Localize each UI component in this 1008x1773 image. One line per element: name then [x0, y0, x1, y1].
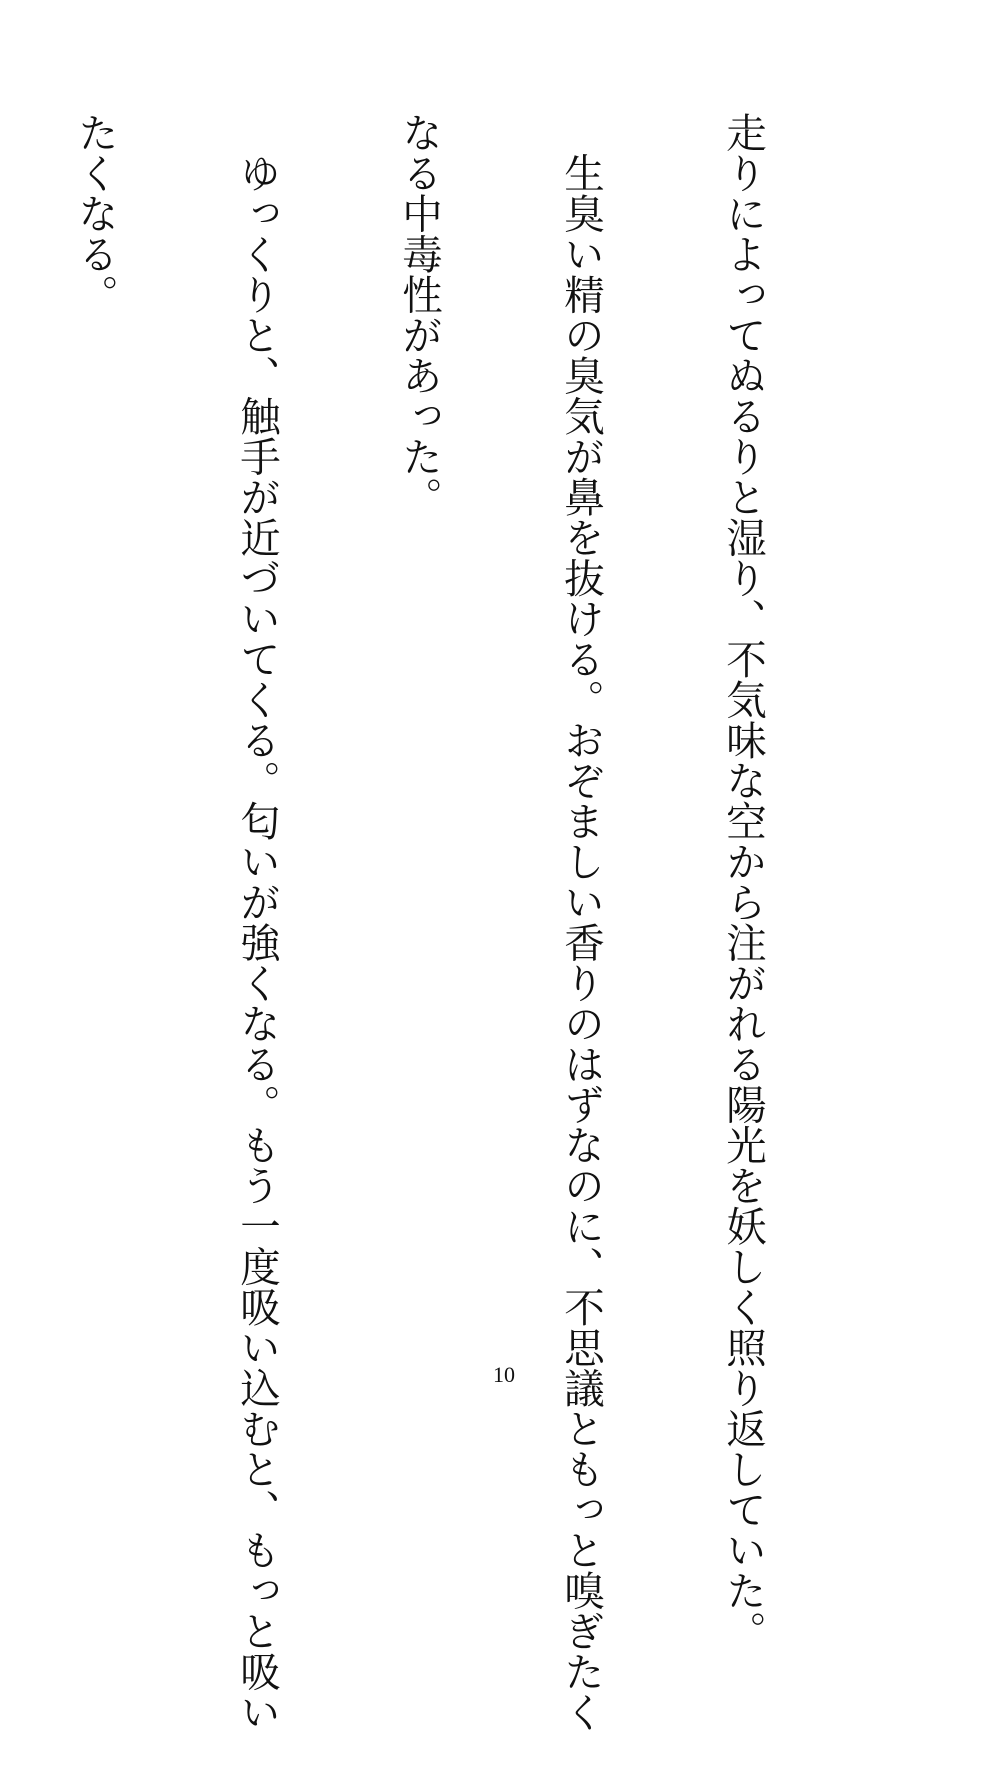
text-line: たくなる。 [71, 112, 119, 315]
text-line: ゆっくりと、触手が近づいてくる。匂いが強くなる。もう一度吸い込むと、もっと吸い [233, 112, 281, 1732]
page-number: 10 [493, 1362, 515, 1387]
text-line: なる中毒性があった。 [395, 112, 443, 517]
text-line: 走りによってぬるりと湿り、不気味な空から注がれる陽光を妖しく照り返していた。 [719, 112, 767, 1651]
text-line: 生臭い精の臭気が鼻を抜ける。おぞましい香りのはずなのに、不思議ともっと嗅ぎたく [557, 112, 605, 1732]
